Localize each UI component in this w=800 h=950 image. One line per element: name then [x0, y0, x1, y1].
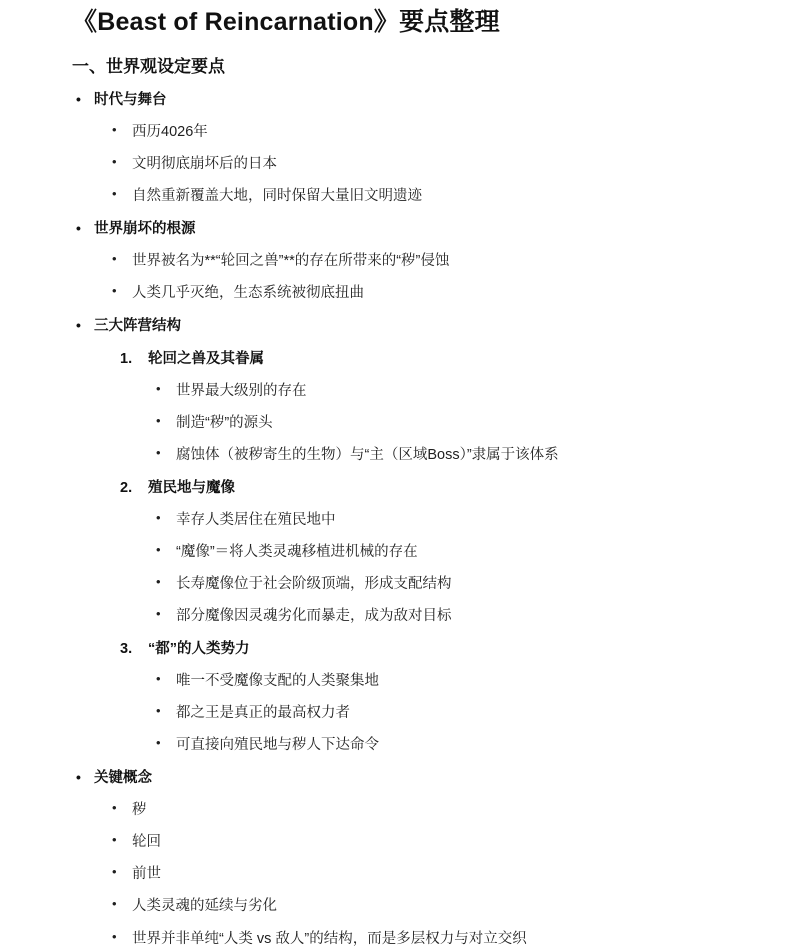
list-item	[150, 381, 770, 402]
list-item-text: 人类灵魂的延续与劣化	[132, 898, 277, 915]
list-item	[150, 671, 770, 692]
list-item-text: 西历4026年	[132, 124, 208, 141]
outline-list	[72, 90, 770, 949]
list-item-text: 人类几乎灭绝，生态系统被彻底扭曲	[132, 285, 364, 302]
outline-group-label: 世界崩坏的根源	[94, 221, 196, 238]
list-item	[106, 896, 770, 917]
list-item-text: 世界并非单纯“人类 vs 敌人”的结构，而是多层权力与对立交织	[132, 930, 527, 947]
section-heading: 一、世界观设定要点	[72, 57, 225, 76]
list-item	[106, 122, 770, 143]
outline-group-label: 时代与舞台	[94, 92, 167, 109]
outline-group-label: 关键概念	[94, 770, 152, 787]
list-item	[150, 445, 770, 466]
outline-sublist	[94, 800, 770, 949]
list-item	[106, 929, 770, 950]
numbered-item-label: 殖民地与魔像	[148, 480, 235, 497]
outline-group-heading	[72, 90, 770, 207]
list-item	[106, 154, 770, 175]
outline-sublist	[148, 671, 770, 756]
list-item-text: 前世	[132, 866, 161, 883]
list-item-text: 轮回	[132, 834, 161, 851]
numbered-item-label: “都”的人类势力	[148, 641, 250, 658]
list-item-text: 腐蚀体（被秽寄生的生物）与“主（区域Boss）”隶属于该体系	[176, 447, 559, 464]
list-item	[106, 832, 770, 853]
list-item-text: 秽	[132, 802, 147, 819]
list-item-text: 部分魔像因灵魂劣化而暴走，成为敌对目标	[176, 608, 452, 625]
list-item-text: 都之王是真正的最高权力者	[176, 705, 350, 722]
list-item-text: 自然重新覆盖大地，同时保留大量旧文明遗迹	[132, 188, 422, 205]
list-item	[150, 606, 770, 627]
outline-sublist	[94, 251, 770, 304]
outline-sublist	[94, 122, 770, 207]
list-item	[106, 251, 770, 272]
numbered-item	[120, 639, 770, 756]
outline-group-label: 三大阵营结构	[94, 318, 181, 335]
list-item	[106, 864, 770, 885]
numbered-item	[120, 478, 770, 627]
list-item-text: 长寿魔像位于社会阶级顶端，形成支配结构	[176, 576, 452, 593]
outline-group-heading	[72, 219, 770, 304]
document-title: 《Beast of Reincarnation》要点整理	[72, 8, 500, 36]
list-item	[150, 510, 770, 531]
outline-sublist	[148, 510, 770, 627]
list-item-text: 可直接向殖民地与秽人下达命令	[176, 737, 379, 754]
list-item	[150, 413, 770, 434]
list-item-text: 唯一不受魔像支配的人类聚集地	[176, 673, 379, 690]
list-item-text: 幸存人类居住在殖民地中	[176, 512, 336, 529]
numbered-item	[120, 349, 770, 466]
list-item	[150, 735, 770, 756]
list-item-text: 制造“秽”的源头	[176, 415, 273, 432]
list-item-text: “魔像”＝将人类灵魂移植进机械的存在	[176, 544, 418, 561]
list-item-text: 文明彻底崩坏后的日本	[132, 156, 277, 173]
list-item	[150, 542, 770, 563]
numbered-sublist	[94, 349, 770, 756]
list-item	[106, 800, 770, 821]
outline-group-heading	[72, 768, 770, 949]
outline-sublist	[148, 381, 770, 466]
list-item	[150, 574, 770, 595]
list-item	[150, 703, 770, 724]
list-item-text: 世界最大级别的存在	[176, 383, 307, 400]
list-item	[106, 186, 770, 207]
outline-group-heading	[72, 316, 770, 756]
numbered-item-label: 轮回之兽及其眷属	[148, 351, 264, 368]
list-item	[106, 283, 770, 304]
list-item-text: 世界被名为**“轮回之兽”**的存在所带来的“秽”侵蚀	[132, 253, 450, 270]
